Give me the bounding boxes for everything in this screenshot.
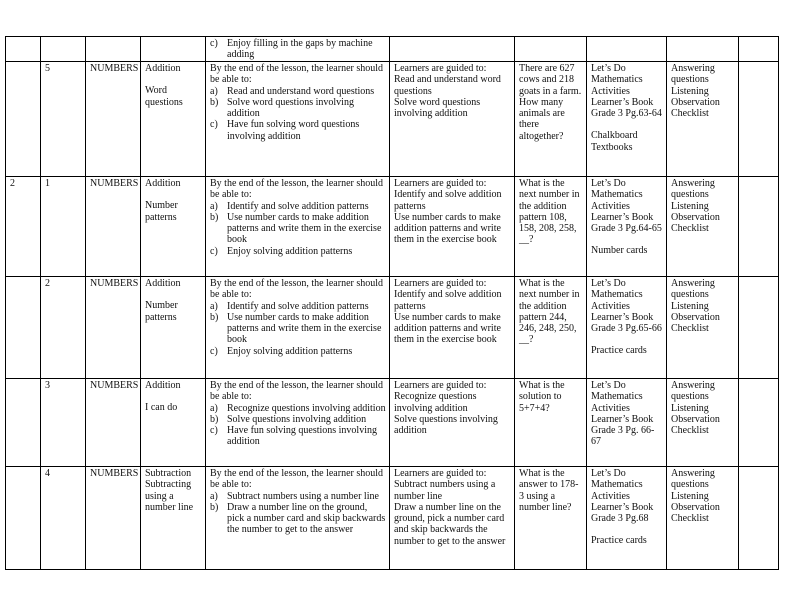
lesson-cell: 5 bbox=[41, 62, 86, 177]
objectives-intro: By the end of the lesson, the learner should be able to: bbox=[210, 178, 384, 201]
resources-cell bbox=[587, 62, 667, 177]
objective-marker: a) bbox=[210, 402, 218, 414]
objective-item bbox=[210, 346, 386, 357]
resource-line: Textbooks bbox=[591, 141, 633, 153]
assessment-line: Answering questions bbox=[671, 278, 715, 301]
experience-line: Use number cards to make addition patterns and write them in the exercise book bbox=[394, 211, 501, 246]
remarks-cell bbox=[739, 467, 779, 570]
objective-item bbox=[210, 414, 386, 425]
sub-strand-cell bbox=[141, 379, 206, 467]
resource-line: Let’s Do Mathematics Activities Learner’s Book Grade 3 Pg.65-66 bbox=[591, 278, 662, 335]
objective-item bbox=[210, 502, 386, 536]
objective-text: Enjoy solving addition patterns bbox=[227, 245, 353, 257]
objective-text: Draw a number line on the ground, pick a number card and skip backwards the number to get to the answer bbox=[227, 501, 386, 536]
objective-marker: c) bbox=[210, 38, 218, 49]
assessment-line: Listening bbox=[671, 200, 709, 212]
objective-marker: c) bbox=[210, 119, 218, 131]
week-cell: 2 bbox=[6, 177, 41, 277]
sub-strand-line: Addition bbox=[145, 278, 181, 289]
experience-line: Identify and solve addition patterns bbox=[394, 189, 502, 212]
objective-text: Identify and solve addition patterns bbox=[227, 300, 369, 312]
sub-strand-line: Subtraction bbox=[145, 468, 192, 479]
resources-cell bbox=[587, 379, 667, 467]
assessment-cell bbox=[667, 62, 739, 177]
sub-strand-line bbox=[145, 74, 202, 85]
experience-line: Recognize questions involving addition bbox=[394, 391, 477, 414]
assessment-line: Listening bbox=[671, 490, 709, 502]
experience-line: Draw a number line on the ground, pick a number card and skip backwards the number to get to the answer bbox=[394, 501, 506, 547]
sub-strand-line: Addition bbox=[145, 63, 181, 74]
objective-text: Use number cards to make addition patterns and write them in the exercise book bbox=[227, 311, 382, 346]
assessment-line: Checklist bbox=[671, 108, 709, 120]
resources-cell bbox=[587, 277, 667, 379]
resource-line bbox=[591, 524, 663, 535]
objectives-cell bbox=[206, 177, 390, 277]
assessment-line: Checklist bbox=[671, 323, 709, 335]
experience-line: Learners are guided to: bbox=[394, 178, 487, 189]
objective-marker: c) bbox=[210, 425, 218, 437]
resources-cell bbox=[587, 467, 667, 570]
learning-experiences-cell bbox=[390, 177, 515, 277]
experience-line: Learners are guided to: bbox=[394, 380, 487, 391]
sub-strand-line: I can do bbox=[145, 402, 178, 414]
objective-text: Recognize questions involving addition bbox=[227, 402, 386, 414]
remarks-cell bbox=[739, 177, 779, 277]
objectives-intro: By the end of the lesson, the learner should be able to: bbox=[210, 468, 384, 491]
objective-marker: a) bbox=[210, 490, 218, 502]
learning-experiences-cell bbox=[390, 37, 515, 62]
experience-line: Learners are guided to: bbox=[394, 63, 487, 74]
objective-marker: a) bbox=[210, 300, 218, 312]
sub-strand-line: Addition bbox=[145, 178, 181, 189]
sub-strand-line bbox=[145, 189, 202, 200]
key-inquiry-question-cell: What is the solution to 5+7+4? bbox=[515, 379, 587, 467]
sub-strand-cell bbox=[141, 467, 206, 570]
table-row bbox=[6, 62, 779, 177]
lesson-cell bbox=[41, 37, 86, 62]
objectives-cell bbox=[206, 467, 390, 570]
assessment-line: Answering questions bbox=[671, 380, 715, 403]
assessment-line: Listening bbox=[671, 402, 709, 414]
resource-line bbox=[591, 234, 663, 245]
objective-text: Identify and solve addition patterns bbox=[227, 200, 369, 212]
objective-text: Have fun solving questions involving addition bbox=[227, 425, 377, 448]
objectives-cell bbox=[206, 277, 390, 379]
assessment-line: Checklist bbox=[671, 425, 709, 437]
assessment-cell bbox=[667, 177, 739, 277]
objective-item bbox=[210, 246, 386, 257]
week-cell bbox=[6, 277, 41, 379]
objectives-cell bbox=[206, 379, 390, 467]
resource-line: Chalkboard bbox=[591, 130, 638, 142]
objectives-intro: By the end of the lesson, the learner should be able to: bbox=[210, 380, 384, 403]
objective-item bbox=[210, 212, 386, 246]
assessment-line: Checklist bbox=[671, 223, 709, 235]
experience-line: Use number cards to make addition patterns and write them in the exercise book bbox=[394, 311, 501, 346]
objective-marker: a) bbox=[210, 85, 218, 97]
key-inquiry-question-cell: There are 627 cows and 218 goats in a farm. How many animals are there altogether? bbox=[515, 62, 587, 177]
lesson-cell: 4 bbox=[41, 467, 86, 570]
lesson-cell: 3 bbox=[41, 379, 86, 467]
strand-cell bbox=[86, 37, 141, 62]
assessment-line: Listening bbox=[671, 85, 709, 97]
objective-text: Use number cards to make addition patterns and write them in the exercise book bbox=[227, 211, 382, 246]
week-cell bbox=[6, 37, 41, 62]
remarks-cell bbox=[739, 277, 779, 379]
objective-item bbox=[210, 403, 386, 414]
resource-line: Let’s Do Mathematics Activities Learner’s Book Grade 3 Pg.64-65 bbox=[591, 178, 662, 235]
resource-line bbox=[591, 119, 663, 130]
objective-text: Enjoy filling in the gaps by machine adding bbox=[227, 38, 373, 61]
lesson-cell: 2 bbox=[41, 277, 86, 379]
remarks-cell bbox=[739, 379, 779, 467]
learning-experiences-cell bbox=[390, 62, 515, 177]
remarks-cell bbox=[739, 62, 779, 177]
sub-strand-cell bbox=[141, 177, 206, 277]
objective-item bbox=[210, 119, 386, 142]
objectives-intro: By the end of the lesson, the learner should be able to: bbox=[210, 63, 384, 86]
objective-marker: c) bbox=[210, 345, 218, 357]
strand-cell: NUMBERS bbox=[86, 467, 141, 570]
objective-text: Read and understand word questions bbox=[227, 85, 375, 97]
objective-item bbox=[210, 491, 386, 502]
table-row bbox=[6, 277, 779, 379]
objectives-cell bbox=[206, 37, 390, 62]
objective-item bbox=[210, 425, 386, 448]
sub-strand-line: Word questions bbox=[145, 85, 183, 108]
experience-line: Subtract numbers using a number line bbox=[394, 479, 496, 502]
objective-item bbox=[210, 312, 386, 346]
assessment-line: Observation bbox=[671, 96, 720, 108]
objective-marker: b) bbox=[210, 211, 219, 223]
assessment-cell bbox=[667, 37, 739, 62]
table-row bbox=[6, 467, 779, 570]
strand-cell: NUMBERS bbox=[86, 379, 141, 467]
resource-line: Let’s Do Mathematics Activities Learner’s Book Grade 3 Pg.63-64 bbox=[591, 63, 662, 120]
table-row bbox=[6, 37, 779, 62]
experience-line: Identify and solve addition patterns bbox=[394, 289, 502, 312]
learning-experiences-cell bbox=[390, 277, 515, 379]
key-inquiry-question-cell: What is the next number in the addition pattern 244, 246, 248, 250, __? bbox=[515, 277, 587, 379]
assessment-line: Observation bbox=[671, 413, 720, 425]
remarks-cell bbox=[739, 37, 779, 62]
resources-cell bbox=[587, 37, 667, 62]
resource-line: Number cards bbox=[591, 245, 648, 257]
objective-text: Enjoy solving addition patterns bbox=[227, 345, 353, 357]
sub-strand-line: Number patterns bbox=[145, 200, 178, 223]
experience-line: Read and understand word questions bbox=[394, 74, 501, 97]
key-inquiry-question-cell: What is the answer to 178-3 using a number line? bbox=[515, 467, 587, 570]
sub-strand-line: Subtracting using a number line bbox=[145, 479, 194, 513]
resource-line bbox=[591, 334, 663, 345]
assessment-line: Checklist bbox=[671, 513, 709, 525]
assessment-cell bbox=[667, 379, 739, 467]
sub-strand-cell bbox=[141, 277, 206, 379]
objective-item bbox=[210, 97, 386, 120]
objectives-intro: By the end of the lesson, the learner should be able to: bbox=[210, 278, 384, 301]
assessment-line: Answering questions bbox=[671, 468, 715, 491]
lesson-cell: 1 bbox=[41, 177, 86, 277]
assessment-cell bbox=[667, 467, 739, 570]
objective-marker: b) bbox=[210, 311, 219, 323]
experience-line: Learners are guided to: bbox=[394, 278, 487, 289]
resources-cell bbox=[587, 177, 667, 277]
sub-strand-line: Number patterns bbox=[145, 300, 178, 323]
strand-cell: NUMBERS bbox=[86, 277, 141, 379]
objective-marker: b) bbox=[210, 501, 219, 513]
objective-item bbox=[210, 201, 386, 212]
objective-marker: b) bbox=[210, 96, 219, 108]
objective-item bbox=[210, 38, 386, 61]
objective-item bbox=[210, 86, 386, 97]
table-row bbox=[6, 177, 779, 277]
week-cell bbox=[6, 467, 41, 570]
experience-line: Solve questions involving addition bbox=[394, 413, 498, 437]
objective-marker: a) bbox=[210, 200, 218, 212]
objective-text: Solve questions involving addition bbox=[227, 413, 367, 425]
strand-cell: NUMBERS bbox=[86, 62, 141, 177]
resource-line: Let’s Do Mathematics Activities Learner’s Book Grade 3 Pg. 66-67 bbox=[591, 380, 655, 448]
key-inquiry-question-cell: What is the next number in the addition pattern 108, 158, 208, 258, __? bbox=[515, 177, 587, 277]
assessment-line: Answering questions bbox=[671, 63, 715, 86]
sub-strand-cell bbox=[141, 37, 206, 62]
sub-strand-line bbox=[145, 289, 202, 300]
week-cell bbox=[6, 62, 41, 177]
objective-item bbox=[210, 301, 386, 312]
key-inquiry-question-cell bbox=[515, 37, 587, 62]
assessment-line: Observation bbox=[671, 501, 720, 513]
assessment-line: Listening bbox=[671, 300, 709, 312]
objectives-cell bbox=[206, 62, 390, 177]
sub-strand-line: Addition bbox=[145, 380, 181, 391]
sub-strand-line bbox=[145, 391, 202, 402]
table-row bbox=[6, 379, 779, 467]
objective-text: Have fun solving word questions involving addition bbox=[227, 119, 360, 142]
resource-line: Practice cards bbox=[591, 535, 647, 547]
resource-line: Let’s Do Mathematics Activities Learner’s Book Grade 3 Pg.68 bbox=[591, 468, 654, 525]
objective-text: Solve word questions involving addition bbox=[227, 96, 354, 120]
scheme-of-work-table bbox=[5, 36, 779, 570]
experience-line: Learners are guided to: bbox=[394, 468, 487, 479]
objective-marker: b) bbox=[210, 413, 219, 425]
learning-experiences-cell bbox=[390, 467, 515, 570]
experience-line: Solve word questions involving addition bbox=[394, 96, 481, 120]
assessment-line: Observation bbox=[671, 211, 720, 223]
assessment-cell bbox=[667, 277, 739, 379]
learning-experiences-cell bbox=[390, 379, 515, 467]
objective-marker: c) bbox=[210, 245, 218, 257]
resource-line: Practice cards bbox=[591, 345, 647, 357]
strand-cell: NUMBERS bbox=[86, 177, 141, 277]
sub-strand-cell bbox=[141, 62, 206, 177]
assessment-line: Observation bbox=[671, 311, 720, 323]
week-cell bbox=[6, 379, 41, 467]
objective-text: Subtract numbers using a number line bbox=[227, 490, 379, 502]
assessment-line: Answering questions bbox=[671, 178, 715, 201]
